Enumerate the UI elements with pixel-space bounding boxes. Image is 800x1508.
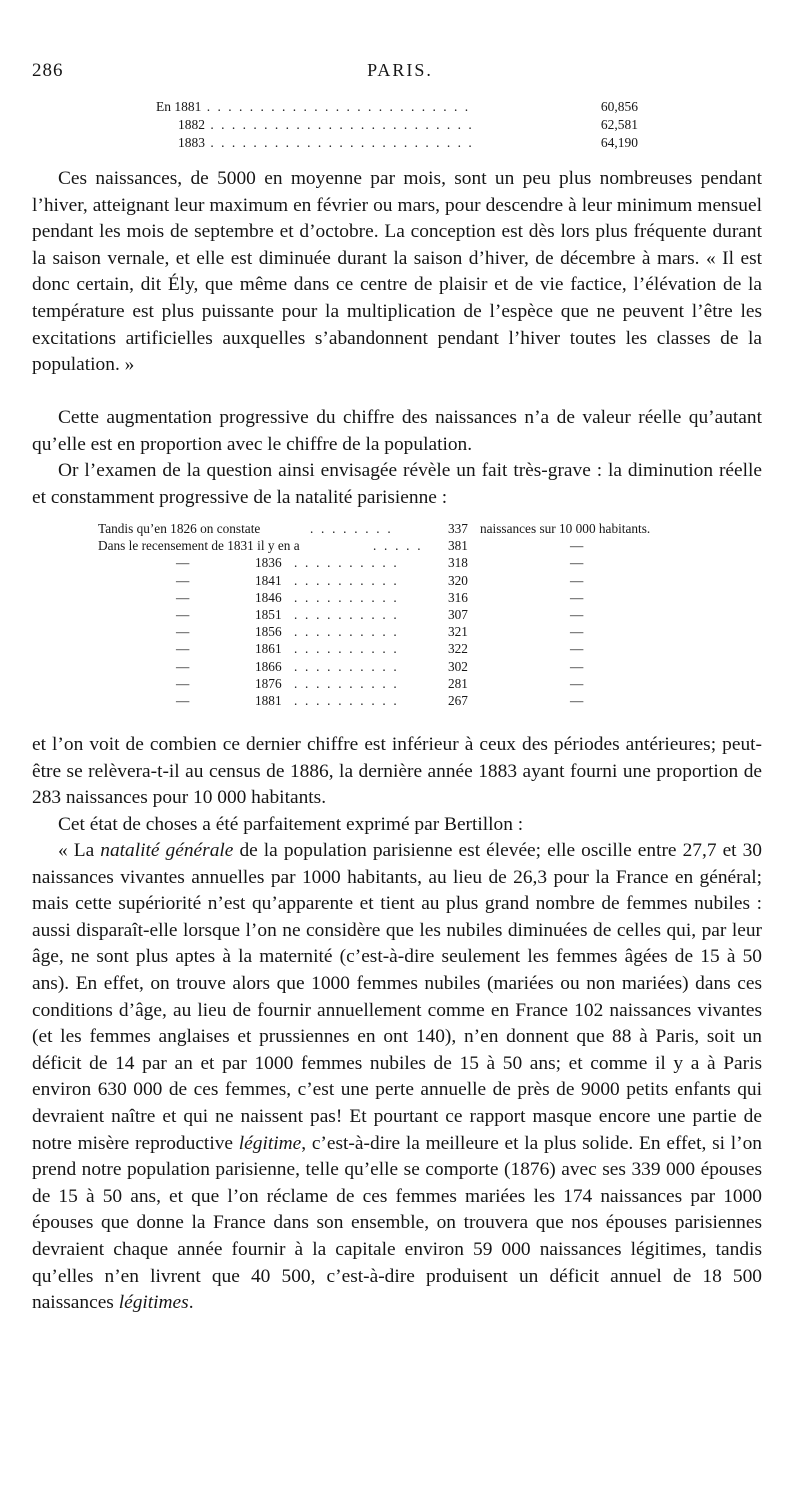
quote-open: « La: [58, 840, 101, 861]
births-year: 1882: [178, 117, 205, 132]
dot-leader: . . . . . . . . . .: [294, 572, 399, 588]
dot-leader: . . . . . . . . . . . . . . . . . . . . . . . . .: [205, 117, 474, 132]
table-row: [98, 537, 738, 554]
row-value: 318: [448, 555, 468, 571]
row-year: 1861: [255, 641, 282, 657]
row-value: 337: [448, 521, 468, 536]
ditto-mark: —: [570, 675, 584, 691]
italic-term-legitime: légitime: [238, 1132, 302, 1154]
row-unit: naissances sur 10 000 habitants.: [480, 521, 651, 536]
table-row: [98, 520, 738, 537]
ditto-mark: —: [570, 692, 584, 708]
dot-leader: . . . . . . . . . .: [294, 606, 399, 622]
ditto-mark: —: [176, 589, 190, 605]
dot-leader: . . . . . . . . . . . . . . . . . . . . . . . . .: [201, 99, 471, 114]
births-year: En 1881: [156, 99, 202, 114]
births-value: 60,856: [600, 99, 638, 114]
ditto-mark: —: [176, 572, 190, 588]
ditto-mark: —: [570, 572, 584, 588]
page-header: [32, 60, 768, 92]
dot-leader: . . . . . . . . . .: [294, 692, 399, 708]
paragraph-progressive-increase: Cette augmentation progressive du chiffre des naissances n’a de valeur réelle qu’autant qu’elle est en proportion avec le chiffre de la population.: [32, 407, 762, 455]
quote-body-continued: , c’est-à-dire la meilleure et la plus solide. En effet, si l’on prend notre population parisienne, telle qu’elle se comporte (1876) avec ses 339 000 épouses de 15 à 50 ans, et que l’on réclame de ces femmes mariées les 174 naissances par 1000 épouses que donne la France dans son ensemble, on trouvera que nos épouses parisiennes devraient chaque année fournir à la capitale environ 59 000 naissances légitimes, tandis qu’elles n’en livrent que 40 500, c’est-à-dire produisent un déficit annuel de 18 500 naissances: [32, 1132, 762, 1314]
row-label: Tandis qu’en 1826 on constate: [98, 521, 261, 536]
quote-body: de la population parisienne est élevée; elle oscille entre 27,7 et 30 naissances vivantes annuelles par 1000 habitants, au lieu de 26,3 pour la France en général; mais cette supériorité n’est qu’apparente et tient au plus grand nombre de femmes nubiles : aussi disparaît-elle lorsque l’on ne considère que les nubiles diminuées de celles qui, par leur âge, ne sont plus aptes à la maternité (c’est-à-dire seulement les femmes âgées de 15 à 50 ans). En effet, on trouve alors que 1000 femmes nubiles (mariées ou non mariées) dans ces conditions d’âge, au lieu de fournir annuellement comme en France 102 naissances vivantes (et les femmes anglaises et prussiennes en ont 140), n’en donnent que 88 à Paris, soit un déficit de 14 par an et par 1000 femmes nubiles de 15 à 50 ans; et comme il y a à Paris environ 630 000 de ces femmes, c’est une perte annuelle de près de 9000 petits enfants qui devraient naître et qui ne naissent pas! Et pourtant ce rapport masque encore une partie de notre misère reproductive: [32, 840, 763, 1154]
births-row: [150, 134, 650, 152]
italic-term-legitimes: légitimes: [118, 1292, 189, 1314]
table-row: [98, 606, 738, 623]
ditto-mark: —: [176, 658, 190, 674]
ditto-mark: —: [176, 641, 190, 657]
row-label: Dans le recensement de 1831 il y en a: [98, 538, 300, 554]
table-row: [98, 675, 738, 692]
row-year: 1851: [255, 606, 282, 622]
ditto-mark: —: [176, 606, 190, 622]
table-row: [98, 572, 738, 589]
dot-leader: . . . . . . . . . .: [294, 624, 399, 640]
row-year: 1856: [255, 624, 282, 640]
page-number: 286: [32, 60, 64, 81]
quote-end: .: [188, 1292, 194, 1314]
ditto-mark: —: [570, 555, 584, 571]
ditto-mark: —: [570, 606, 584, 622]
row-value: 316: [448, 589, 468, 605]
births-row: [150, 116, 650, 134]
row-value: 320: [448, 572, 468, 588]
dot-leader: . . . . . . . . . .: [294, 658, 399, 674]
italic-term-natalite: natalité générale: [100, 840, 234, 861]
dot-leader: . . . . . . . . . .: [294, 589, 399, 605]
ditto-mark: —: [176, 675, 190, 691]
dot-leader: . . . . . . . . . .: [294, 555, 399, 571]
ditto-mark: —: [176, 692, 190, 708]
dot-leader: . . . . . . . . . .: [294, 675, 399, 691]
row-year: 1881: [255, 692, 282, 708]
dot-leader: . . . . . . . . . . . . . . . . . . . . . . . . .: [205, 135, 474, 150]
dot-leader: . . . . .: [373, 538, 423, 554]
ditto-mark: —: [176, 555, 190, 571]
row-value: 321: [448, 624, 468, 640]
paragraph-bertillon-quote: [32, 838, 762, 1317]
table-row: [98, 658, 738, 675]
ditto-mark: —: [570, 538, 584, 554]
ditto-mark: —: [570, 624, 584, 640]
natality-table: [98, 520, 738, 709]
births-value: 64,190: [600, 135, 638, 150]
ditto-mark: —: [570, 658, 584, 674]
births-year: 1883: [178, 135, 205, 150]
table-row: [98, 554, 738, 571]
dot-leader: . . . . . . . .: [310, 521, 393, 536]
dot-leader: . . . . . . . . . .: [294, 641, 399, 657]
paragraph-bertillon-intro: Cet état de choses a été parfaitement exprimé par Bertillon :: [58, 814, 524, 835]
row-value: 322: [448, 641, 468, 657]
table-row: [98, 623, 738, 640]
row-year: 1876: [255, 675, 282, 691]
row-value: 302: [448, 658, 468, 674]
row-value: 267: [448, 692, 468, 708]
table-row: [98, 589, 738, 606]
table-row: [98, 692, 738, 709]
row-year: 1841: [255, 572, 282, 588]
row-year: 1836: [255, 555, 282, 571]
paragraph-census-comparison: et l’on voit de combien ce dernier chiffre est inférieur à ceux des périodes antérieures; peut-être se relèvera-t-il au census de 1886, la dernière année 1883 ayant fourni une proportion de 283 naissances pour 10 000 habitants.: [32, 734, 762, 809]
ditto-mark: —: [570, 589, 584, 605]
row-year: 1866: [255, 658, 282, 674]
births-by-year-list: [150, 98, 650, 152]
table-row: [98, 640, 738, 657]
row-value: 381: [448, 538, 468, 554]
row-value: 281: [448, 675, 468, 691]
row-value: 307: [448, 606, 468, 622]
births-value: 62,581: [600, 117, 638, 132]
ditto-mark: —: [176, 624, 190, 640]
ditto-mark: —: [570, 641, 584, 657]
row-year: 1846: [255, 589, 282, 605]
births-row: [150, 98, 650, 116]
running-title: PARIS.: [367, 60, 433, 80]
paragraph-natality-decline: Or l’examen de la question ainsi envisagée révèle un fait très-grave : la diminution réelle et constamment progressive de la natalité parisienne :: [32, 460, 762, 508]
paragraph-seasonal-births: Ces naissances, de 5000 en moyenne par mois, sont un peu plus nombreuses pendant l’hiver, atteignant leur maximum en février ou mars, pour descendre à leur minimum mensuel pendant les mois de septembre et d’octobre. La conception est dès lors plus fréquente durant la saison vernale, et elle est diminuée durant la saison d’hiver, de décembre à mars. « Il est donc certain, dit Ély, que même dans ce centre de plaisir et de vie factice, l’élévation de la température est plus puissante pour la multiplication de l’espèce que ne peuvent l’être les excitations artificielles auxquelles s’abandonnent pendant l’hiver toutes les classes de la population. »: [32, 168, 762, 376]
